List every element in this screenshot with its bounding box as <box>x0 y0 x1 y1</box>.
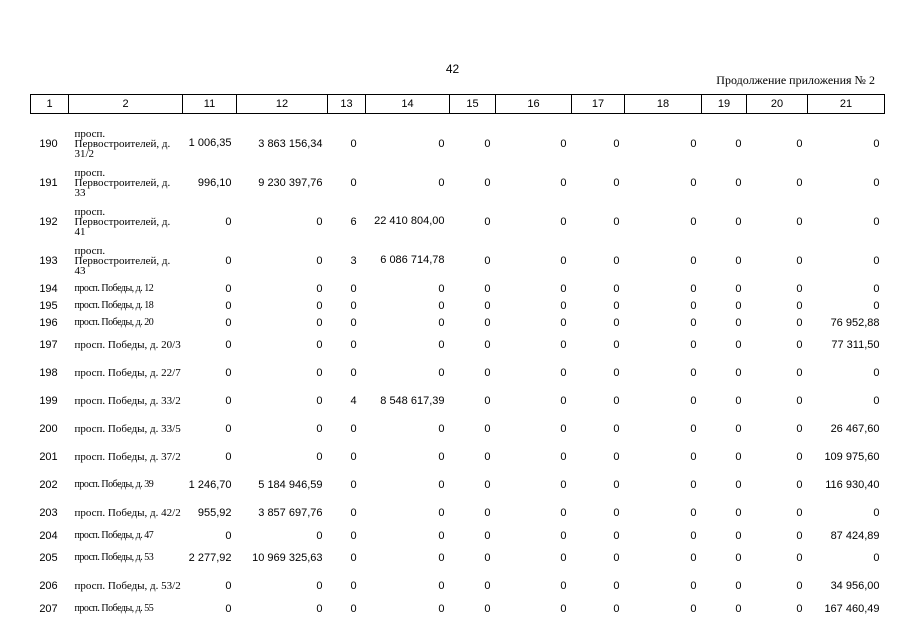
col-14-cell: 0 <box>438 137 445 150</box>
col-12-cell: 0 <box>316 367 323 379</box>
row-number-cell: 191 <box>39 176 58 189</box>
header-cell: 20 <box>747 95 808 114</box>
col-17-cell: 0 <box>613 507 620 519</box>
col-16-cell: 0 <box>560 316 567 329</box>
table-row <box>31 202 885 241</box>
table-row <box>31 359 885 387</box>
address-cell: просп. Победы, д. 42/2 <box>74 507 181 519</box>
header-cell: 11 <box>183 95 237 114</box>
col-17-cell: 0 <box>613 395 620 407</box>
col-13-cell: 3 <box>350 254 357 267</box>
col-16-cell: 0 <box>560 254 567 267</box>
col-14-cell: 0 <box>438 451 445 463</box>
col-20-cell: 0 <box>796 137 803 150</box>
col-18-cell: 0 <box>690 451 697 463</box>
row-number-cell: 194 <box>39 282 58 295</box>
col-17-cell: 0 <box>613 176 620 189</box>
table-row <box>31 600 885 617</box>
row-number-cell: 201 <box>39 451 58 463</box>
col-12-cell: 10 969 325,63 <box>252 552 323 564</box>
col-11-cell: 0 <box>225 423 232 435</box>
col-18-cell: 0 <box>690 299 697 312</box>
col-12-cell: 0 <box>316 580 323 592</box>
row-number-cell: 197 <box>39 339 58 351</box>
col-13-cell: 6 <box>350 215 357 228</box>
col-18-cell: 0 <box>690 580 697 592</box>
col-15-cell: 0 <box>484 339 491 351</box>
col-15-cell: 0 <box>484 316 491 329</box>
col-18-cell: 0 <box>690 254 697 267</box>
col-14-cell: 6 086 714,78 <box>380 254 445 266</box>
address-cell: просп. Победы, д. 47 <box>74 529 154 541</box>
col-13-cell: 0 <box>350 176 357 189</box>
header-cell: 14 <box>366 95 450 114</box>
col-11-cell: 0 <box>225 367 232 379</box>
col-12-cell: 3 863 156,34 <box>258 137 323 150</box>
col-11-cell: 996,10 <box>197 176 232 189</box>
col-21-cell: 0 <box>873 254 880 267</box>
col-14-cell: 0 <box>438 339 445 351</box>
col-15-cell: 0 <box>484 580 491 592</box>
col-21-cell: 87 424,89 <box>830 529 880 542</box>
address-cell: просп. Победы, д. 39 <box>74 479 154 490</box>
col-15-cell: 0 <box>484 395 491 407</box>
header-cell: 13 <box>328 95 366 114</box>
col-20-cell: 0 <box>796 299 803 312</box>
table-row <box>31 572 885 600</box>
col-21-cell: 0 <box>873 507 880 519</box>
col-14-cell: 0 <box>438 552 445 564</box>
col-17-cell: 0 <box>613 451 620 463</box>
col-15-cell: 0 <box>484 299 491 312</box>
col-12-cell: 0 <box>316 602 323 615</box>
col-13-cell: 0 <box>350 339 357 351</box>
col-21-cell: 77 311,50 <box>831 339 880 351</box>
col-20-cell: 0 <box>796 395 803 407</box>
col-17-cell: 0 <box>613 367 620 379</box>
col-11-cell: 1 006,35 <box>188 137 232 149</box>
col-18-cell: 0 <box>690 137 697 150</box>
col-15-cell: 0 <box>484 507 491 519</box>
col-17-cell: 0 <box>613 602 620 615</box>
col-21-cell: 0 <box>873 299 880 312</box>
col-16-cell: 0 <box>560 451 567 463</box>
col-11-cell: 0 <box>225 254 232 267</box>
col-15-cell: 0 <box>484 254 491 267</box>
address-cell: просп. Первостроителей, д. 41 <box>74 205 171 238</box>
col-11-cell: 0 <box>225 529 232 542</box>
col-18-cell: 0 <box>690 339 697 351</box>
row-number-cell: 207 <box>39 602 58 615</box>
col-14-cell: 0 <box>438 367 445 379</box>
col-20-cell: 0 <box>796 339 803 351</box>
address-cell: просп. Первостроителей, д. 31/2 <box>74 127 171 160</box>
col-13-cell: 0 <box>350 580 357 592</box>
col-20-cell: 0 <box>796 254 803 267</box>
col-18-cell: 0 <box>690 215 697 228</box>
col-16-cell: 0 <box>560 479 567 491</box>
col-17-cell: 0 <box>613 215 620 228</box>
col-21-cell: 26 467,60 <box>830 423 880 435</box>
col-15-cell: 0 <box>484 602 491 615</box>
col-19-cell: 0 <box>735 254 742 267</box>
table-row <box>31 314 885 331</box>
header-cell: 18 <box>625 95 702 114</box>
header-cell: 16 <box>496 95 572 114</box>
col-13-cell: 0 <box>350 423 357 435</box>
col-11-cell: 1 246,70 <box>188 478 232 491</box>
col-13-cell: 0 <box>350 137 357 150</box>
table-row <box>31 124 885 163</box>
col-12-cell: 0 <box>316 529 323 542</box>
col-19-cell: 0 <box>735 451 742 463</box>
col-14-cell: 0 <box>438 299 445 312</box>
col-21-cell: 76 952,88 <box>830 316 880 329</box>
spacer-row <box>31 114 885 125</box>
col-20-cell: 0 <box>796 451 803 463</box>
col-19-cell: 0 <box>735 299 742 312</box>
col-14-cell: 0 <box>438 479 445 491</box>
col-20-cell: 0 <box>796 423 803 435</box>
col-16-cell: 0 <box>560 580 567 592</box>
col-16-cell: 0 <box>560 215 567 228</box>
col-19-cell: 0 <box>735 282 742 295</box>
col-11-cell: 0 <box>225 339 232 351</box>
col-11-cell: 0 <box>225 602 232 615</box>
table-row <box>31 443 885 471</box>
col-19-cell: 0 <box>735 215 742 228</box>
row-number-cell: 200 <box>39 423 58 435</box>
col-13-cell: 0 <box>350 507 357 519</box>
col-16-cell: 0 <box>560 529 567 542</box>
col-21-cell: 0 <box>873 367 880 379</box>
col-11-cell: 0 <box>225 282 232 295</box>
table-row <box>31 471 885 499</box>
col-20-cell: 0 <box>796 507 803 519</box>
table-row <box>31 163 885 202</box>
col-16-cell: 0 <box>560 282 567 295</box>
col-11-cell: 0 <box>225 580 232 592</box>
col-18-cell: 0 <box>690 176 697 189</box>
col-19-cell: 0 <box>735 176 742 189</box>
row-number-cell: 203 <box>39 507 58 519</box>
col-15-cell: 0 <box>484 423 491 435</box>
col-12-cell: 0 <box>316 299 323 312</box>
col-16-cell: 0 <box>560 395 567 407</box>
col-21-cell: 0 <box>873 176 880 189</box>
col-19-cell: 0 <box>735 423 742 435</box>
col-17-cell: 0 <box>613 580 620 592</box>
col-14-cell: 8 548 617,39 <box>380 394 445 407</box>
col-12-cell: 0 <box>316 316 323 329</box>
col-15-cell: 0 <box>484 137 491 150</box>
col-21-cell: 109 975,60 <box>824 451 880 463</box>
header-cell: 17 <box>572 95 625 114</box>
col-17-cell: 0 <box>613 552 620 564</box>
address-cell: просп. Первостроителей, д. 33 <box>74 166 171 199</box>
col-15-cell: 0 <box>484 176 491 189</box>
col-11-cell: 2 277,92 <box>188 551 232 564</box>
row-number-cell: 196 <box>39 316 58 329</box>
table-row <box>31 544 885 572</box>
col-13-cell: 0 <box>350 479 357 491</box>
col-17-cell: 0 <box>613 479 620 491</box>
col-18-cell: 0 <box>690 282 697 295</box>
col-21-cell: 116 930,40 <box>825 479 880 491</box>
col-14-cell: 0 <box>438 423 445 435</box>
col-18-cell: 0 <box>690 423 697 435</box>
row-number-cell: 205 <box>39 552 58 564</box>
col-12-cell: 0 <box>316 451 323 463</box>
col-17-cell: 0 <box>613 339 620 351</box>
col-16-cell: 0 <box>560 602 567 615</box>
col-14-cell: 0 <box>438 602 445 615</box>
col-13-cell: 0 <box>350 451 357 463</box>
col-12-cell: 9 230 397,76 <box>258 176 323 189</box>
col-18-cell: 0 <box>690 395 697 407</box>
address-cell: просп. Победы, д. 33/5 <box>74 423 181 435</box>
col-19-cell: 0 <box>735 367 742 379</box>
col-19-cell: 0 <box>735 507 742 519</box>
address-cell: просп. Победы, д. 33/2 <box>74 395 181 407</box>
col-17-cell: 0 <box>613 137 620 150</box>
col-20-cell: 0 <box>796 176 803 189</box>
col-21-cell: 167 460,49 <box>824 602 880 615</box>
col-16-cell: 0 <box>560 423 567 435</box>
col-16-cell: 0 <box>560 176 567 189</box>
col-12-cell: 0 <box>316 395 323 407</box>
col-15-cell: 0 <box>484 367 491 379</box>
col-19-cell: 0 <box>735 137 742 150</box>
col-19-cell: 0 <box>735 316 742 329</box>
row-number-cell: 202 <box>39 479 58 491</box>
col-18-cell: 0 <box>690 507 697 519</box>
col-20-cell: 0 <box>796 529 803 542</box>
col-12-cell: 0 <box>316 282 323 295</box>
table-row <box>31 527 885 544</box>
row-number-cell: 193 <box>39 254 58 267</box>
col-18-cell: 0 <box>690 479 697 491</box>
col-14-cell: 0 <box>438 282 445 295</box>
col-16-cell: 0 <box>560 552 567 564</box>
col-19-cell: 0 <box>735 552 742 564</box>
col-17-cell: 0 <box>613 254 620 267</box>
table-row <box>31 415 885 443</box>
col-20-cell: 0 <box>796 602 803 615</box>
address-cell: просп. Победы, д. 37/2 <box>74 451 181 463</box>
address-cell: просп. Победы, д. 18 <box>74 299 154 311</box>
col-20-cell: 0 <box>796 552 803 564</box>
col-21-cell: 0 <box>873 215 880 228</box>
col-14-cell: 0 <box>438 507 445 519</box>
col-17-cell: 0 <box>613 529 620 542</box>
col-16-cell: 0 <box>560 367 567 379</box>
table-row <box>31 387 885 415</box>
row-number-cell: 206 <box>39 580 58 592</box>
col-13-cell: 0 <box>350 282 357 295</box>
col-15-cell: 0 <box>484 479 491 491</box>
col-14-cell: 0 <box>438 176 445 189</box>
col-13-cell: 0 <box>350 367 357 379</box>
col-20-cell: 0 <box>796 282 803 295</box>
header-row <box>31 95 885 114</box>
col-16-cell: 0 <box>560 339 567 351</box>
col-12-cell: 0 <box>316 254 323 267</box>
col-13-cell: 0 <box>350 529 357 542</box>
col-18-cell: 0 <box>690 529 697 542</box>
col-14-cell: 22 410 804,00 <box>374 215 445 227</box>
col-14-cell: 0 <box>438 316 445 329</box>
col-21-cell: 0 <box>873 137 880 150</box>
col-18-cell: 0 <box>690 367 697 379</box>
col-17-cell: 0 <box>613 316 620 329</box>
col-16-cell: 0 <box>560 507 567 519</box>
page-number: 42 <box>445 62 460 76</box>
col-11-cell: 0 <box>225 451 232 463</box>
col-18-cell: 0 <box>690 602 697 615</box>
col-21-cell: 0 <box>873 552 880 564</box>
col-13-cell: 0 <box>350 299 357 312</box>
col-17-cell: 0 <box>613 299 620 312</box>
table-row <box>31 297 885 314</box>
col-12-cell: 3 857 697,76 <box>258 507 323 519</box>
header-cell: 19 <box>702 95 747 114</box>
address-cell: просп. Победы, д. 20 <box>74 316 154 328</box>
col-12-cell: 0 <box>316 339 323 351</box>
col-21-cell: 0 <box>873 395 880 407</box>
col-20-cell: 0 <box>796 316 803 329</box>
continuation-caption: Продолжение приложения № 2 <box>716 73 875 87</box>
col-17-cell: 0 <box>613 282 620 295</box>
col-12-cell: 0 <box>316 215 323 228</box>
header-cell: 12 <box>237 95 328 114</box>
table-row <box>31 499 885 527</box>
col-20-cell: 0 <box>796 580 803 592</box>
col-17-cell: 0 <box>613 423 620 435</box>
col-16-cell: 0 <box>560 137 567 150</box>
col-18-cell: 0 <box>690 552 697 564</box>
table-row <box>31 331 885 359</box>
col-11-cell: 0 <box>225 299 232 312</box>
header-cell: 1 <box>31 95 69 114</box>
col-20-cell: 0 <box>796 479 803 491</box>
col-20-cell: 0 <box>796 367 803 379</box>
col-20-cell: 0 <box>796 215 803 228</box>
col-19-cell: 0 <box>735 395 742 407</box>
address-cell: просп. Победы, д. 53 <box>74 552 154 563</box>
col-14-cell: 0 <box>438 580 445 592</box>
col-19-cell: 0 <box>735 339 742 351</box>
address-cell: просп. Победы, д. 12 <box>74 282 154 294</box>
col-13-cell: 4 <box>350 395 357 407</box>
address-cell: просп. Победы, д. 53/2 <box>74 580 181 592</box>
row-number-cell: 195 <box>39 299 58 312</box>
col-21-cell: 34 956,00 <box>830 580 880 592</box>
address-cell: просп. Победы, д. 55 <box>74 602 154 614</box>
col-11-cell: 0 <box>225 316 232 329</box>
col-21-cell: 0 <box>873 282 880 295</box>
col-15-cell: 0 <box>484 215 491 228</box>
address-cell: просп. Победы, д. 20/3 <box>74 339 181 351</box>
col-13-cell: 0 <box>350 552 357 564</box>
col-11-cell: 955,92 <box>197 507 232 519</box>
address-cell: просп. Победы, д. 22/7 <box>74 367 181 379</box>
row-number-cell: 190 <box>39 137 58 150</box>
table-row <box>31 241 885 280</box>
col-19-cell: 0 <box>735 580 742 592</box>
col-14-cell: 0 <box>438 529 445 542</box>
row-number-cell: 204 <box>39 529 58 542</box>
col-15-cell: 0 <box>484 451 491 463</box>
row-number-cell: 192 <box>39 215 58 228</box>
col-12-cell: 5 184 946,59 <box>258 479 323 491</box>
col-18-cell: 0 <box>690 316 697 329</box>
col-12-cell: 0 <box>316 423 323 435</box>
col-19-cell: 0 <box>735 602 742 615</box>
row-number-cell: 199 <box>39 395 58 407</box>
col-19-cell: 0 <box>735 529 742 542</box>
header-cell: 2 <box>69 95 183 114</box>
address-cell: просп. Первостроителей, д. 43 <box>74 244 171 277</box>
col-15-cell: 0 <box>484 529 491 542</box>
col-15-cell: 0 <box>484 552 491 564</box>
table-row <box>31 280 885 297</box>
col-15-cell: 0 <box>484 282 491 295</box>
data-table <box>30 94 885 617</box>
col-13-cell: 0 <box>350 602 357 615</box>
col-11-cell: 0 <box>225 215 232 228</box>
col-11-cell: 0 <box>225 395 232 407</box>
col-13-cell: 0 <box>350 316 357 329</box>
header-cell: 21 <box>808 95 885 114</box>
header-cell: 15 <box>450 95 496 114</box>
col-19-cell: 0 <box>735 479 742 491</box>
col-16-cell: 0 <box>560 299 567 312</box>
row-number-cell: 198 <box>39 367 58 379</box>
